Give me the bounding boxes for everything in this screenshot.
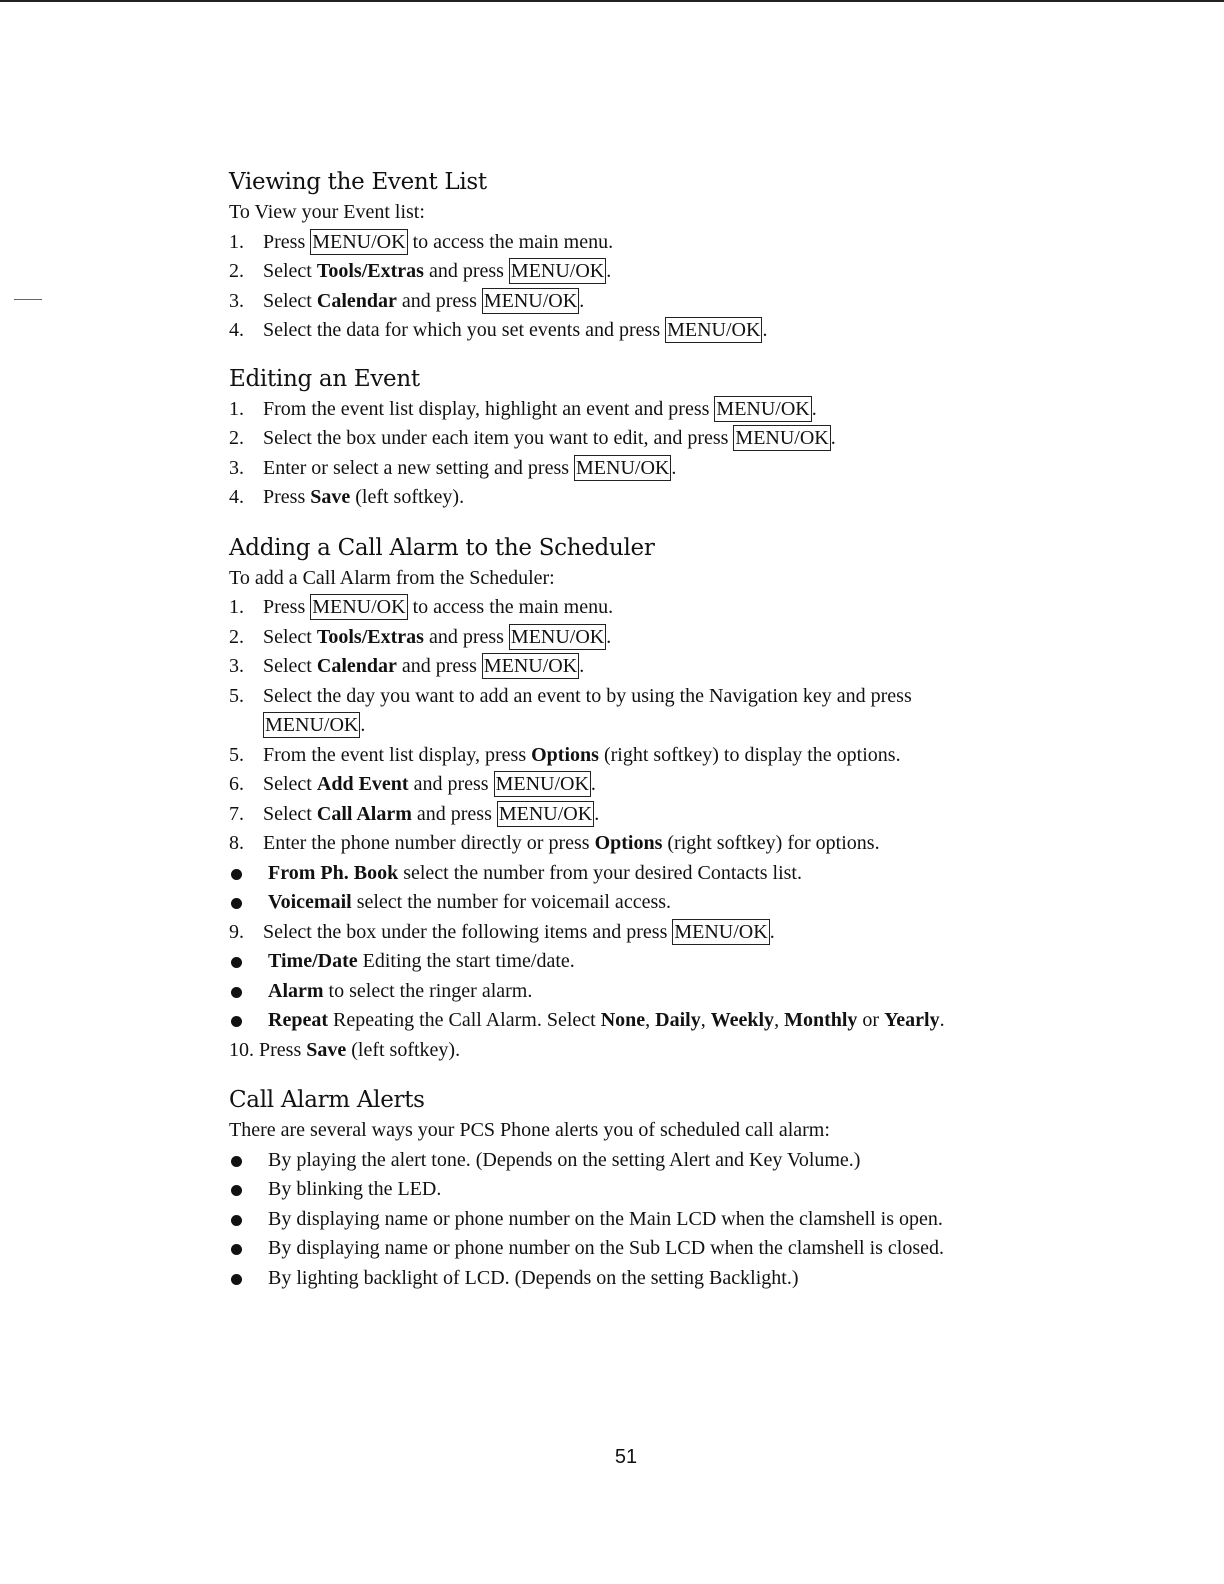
repeat-option: None bbox=[600, 1009, 646, 1031]
option-name: Voicemail bbox=[268, 891, 352, 913]
page-number: 51 bbox=[614, 1446, 638, 1468]
menu-ok-key: MENU/OK bbox=[312, 230, 406, 253]
option-name: Repeat bbox=[268, 1009, 328, 1031]
menu-ok-key: MENU/OK bbox=[510, 260, 605, 282]
step-number: 7. bbox=[229, 802, 244, 825]
step-text: 10. Press bbox=[229, 1038, 307, 1061]
step-number: 4. bbox=[229, 319, 244, 341]
bullet-text: select the number from your desired Contacts list. bbox=[398, 861, 802, 884]
step-text: . bbox=[762, 319, 768, 341]
section-title: Viewing the Event List bbox=[229, 169, 487, 195]
menu-ok-key: MENU/OK bbox=[483, 289, 578, 312]
menu-ok-key: MENU/OK bbox=[510, 625, 605, 648]
step-number: 6. bbox=[229, 773, 244, 795]
step-text: Select the day you want to add an event to by using the Navigation key and press bbox=[263, 684, 912, 707]
bullet-icon bbox=[231, 898, 242, 909]
menu-ok-key: MENU/OK bbox=[312, 596, 406, 618]
step-text: . bbox=[360, 714, 366, 736]
page-content bbox=[229, 166, 1029, 1293]
bullet-text: By playing the alert tone. (Depends on the setting Alert and Key Volume.) bbox=[268, 1148, 861, 1171]
bullet-text: By displaying name or phone number on the Main LCD when the clamshell is open. bbox=[268, 1207, 943, 1230]
step-text: (right softkey) for options. bbox=[662, 832, 880, 854]
step-number: 2. bbox=[229, 260, 244, 282]
step-text: Select bbox=[263, 625, 317, 648]
section-title: Editing an Event bbox=[229, 365, 420, 392]
list-item bbox=[229, 483, 1029, 513]
step-text: Select the data for which you set events and press bbox=[263, 319, 666, 341]
bullet-icon bbox=[231, 1274, 242, 1285]
step-number: 3. bbox=[229, 456, 244, 479]
repeat-option: Weekly bbox=[710, 1009, 775, 1031]
softkey-name: Save bbox=[310, 486, 351, 508]
step-number: 2. bbox=[229, 625, 244, 648]
list-item bbox=[229, 395, 1029, 425]
step-text: and press bbox=[411, 802, 497, 825]
list-item bbox=[229, 770, 1029, 800]
bullet-text: Repeating the Call Alarm. Select bbox=[327, 1009, 601, 1031]
softkey-name: Options bbox=[531, 743, 599, 766]
step-number: 1. bbox=[229, 230, 244, 253]
list-item bbox=[229, 228, 1029, 258]
step-text: . bbox=[830, 427, 836, 449]
bullet-icon bbox=[231, 1244, 242, 1255]
step-text: Select bbox=[263, 289, 317, 312]
menu-ok-key: MENU/OK bbox=[716, 397, 810, 420]
list-item bbox=[229, 652, 1029, 682]
step-text: Select bbox=[263, 773, 317, 795]
menu-option-name: Call Alarm bbox=[316, 802, 412, 825]
step-number: 3. bbox=[229, 655, 244, 677]
list-item bbox=[229, 741, 1029, 771]
step-text: to access the main menu. bbox=[407, 230, 614, 253]
menu-option-name: Calendar bbox=[316, 289, 397, 312]
section-intro: There are several ways your PCS Phone alerts you of scheduled call alarm: bbox=[229, 1119, 830, 1141]
step-text: (left softkey). bbox=[346, 1038, 461, 1061]
menu-option-name: Calendar bbox=[316, 655, 397, 677]
menu-ok-key: MENU/OK bbox=[265, 714, 359, 736]
step-text: Enter or select a new setting and press bbox=[263, 456, 575, 479]
bullet-text: select the number for voicemail access. bbox=[351, 891, 672, 913]
step-text: and press bbox=[423, 625, 509, 648]
bullet-item bbox=[229, 977, 1029, 1007]
bullet-icon bbox=[231, 957, 242, 968]
bullet-text: By displaying name or phone number on the Sub LCD when the clamshell is closed. bbox=[268, 1237, 944, 1259]
step-text: and press bbox=[396, 289, 482, 312]
list-item bbox=[229, 623, 1029, 653]
bullet-item bbox=[229, 1264, 1029, 1294]
menu-option-name: Tools/Extras bbox=[316, 260, 424, 282]
bullet-item bbox=[229, 859, 1029, 889]
section-call-alarm-alerts bbox=[229, 1084, 1029, 1293]
step-number: 5. bbox=[229, 684, 244, 707]
softkey-name: Save bbox=[306, 1038, 347, 1061]
list-item bbox=[229, 682, 1029, 712]
bullet-icon bbox=[231, 987, 242, 998]
option-name: Alarm bbox=[268, 979, 324, 1002]
separator: , bbox=[700, 1009, 711, 1031]
step-text: Select bbox=[263, 655, 317, 677]
menu-option-name: Add Event bbox=[316, 773, 409, 795]
step-text: and press bbox=[396, 655, 482, 677]
list-item bbox=[229, 1036, 1029, 1066]
top-rule bbox=[0, 0, 1224, 2]
separator: or bbox=[857, 1009, 885, 1031]
step-text: Press bbox=[263, 486, 311, 508]
bullet-text: By blinking the LED. bbox=[268, 1178, 442, 1200]
bullet-item bbox=[229, 1234, 1029, 1264]
margin-mark bbox=[14, 299, 42, 300]
menu-ok-key: MENU/OK bbox=[495, 773, 589, 795]
list-item-continuation bbox=[229, 711, 1029, 741]
step-text: to access the main menu. bbox=[407, 596, 614, 618]
bullet-icon bbox=[231, 1185, 242, 1196]
list-item bbox=[229, 287, 1029, 317]
bullet-icon bbox=[231, 1215, 242, 1226]
section-intro: To View your Event list: bbox=[229, 201, 425, 223]
step-text: Select bbox=[263, 802, 317, 825]
bullet-item bbox=[229, 1175, 1029, 1205]
menu-option-name: Tools/Extras bbox=[316, 625, 424, 648]
list-item bbox=[229, 918, 1029, 948]
section-adding-call-alarm bbox=[229, 532, 1029, 1066]
step-text: and press bbox=[408, 773, 494, 795]
step-number: 1. bbox=[229, 397, 244, 420]
bullet-item bbox=[229, 1146, 1029, 1176]
list-item bbox=[229, 829, 1029, 859]
bullet-text: By lighting backlight of LCD. (Depends on the setting Backlight.) bbox=[268, 1266, 799, 1289]
softkey-name: Options bbox=[594, 832, 663, 854]
step-text: (right softkey) to display the options. bbox=[598, 743, 901, 766]
section-intro: To add a Call Alarm from the Scheduler: bbox=[229, 566, 555, 589]
menu-ok-key: MENU/OK bbox=[576, 456, 670, 479]
repeat-option: Daily bbox=[655, 1009, 701, 1031]
step-text: (left softkey). bbox=[350, 486, 465, 508]
step-text: From the event list display, highlight an event and press bbox=[263, 397, 715, 420]
menu-ok-key: MENU/OK bbox=[498, 802, 593, 825]
step-number: 9. bbox=[229, 920, 244, 943]
step-number: 1. bbox=[229, 596, 244, 618]
menu-ok-key: MENU/OK bbox=[483, 655, 578, 677]
bullet-item bbox=[229, 888, 1029, 918]
step-text: . bbox=[590, 773, 596, 795]
step-text: Enter the phone number directly or press bbox=[263, 832, 595, 854]
list-item bbox=[229, 257, 1029, 287]
step-text: Select bbox=[263, 260, 317, 282]
step-text: . bbox=[606, 625, 612, 648]
menu-ok-key: MENU/OK bbox=[735, 427, 829, 449]
bullet-item bbox=[229, 1205, 1029, 1235]
bullet-icon bbox=[231, 1016, 242, 1027]
menu-ok-key: MENU/OK bbox=[674, 920, 768, 943]
menu-ok-key: MENU/OK bbox=[667, 319, 761, 341]
bullet-item bbox=[229, 947, 1029, 977]
repeat-option: Yearly bbox=[884, 1009, 940, 1031]
step-text: Select the box under the following items and press bbox=[263, 920, 673, 943]
step-text: . bbox=[811, 397, 817, 420]
step-number: 8. bbox=[229, 832, 244, 854]
step-number: 4. bbox=[229, 486, 244, 508]
step-text: Press bbox=[263, 596, 311, 618]
step-number: 5. bbox=[229, 743, 244, 766]
list-item bbox=[229, 424, 1029, 454]
step-text: . bbox=[579, 655, 585, 677]
list-item bbox=[229, 800, 1029, 830]
step-text: . bbox=[606, 260, 612, 282]
step-text: . bbox=[671, 456, 677, 479]
separator: , bbox=[645, 1009, 656, 1031]
repeat-option: Monthly bbox=[784, 1009, 858, 1031]
bullet-text: to select the ringer alarm. bbox=[323, 979, 533, 1002]
list-item bbox=[229, 454, 1029, 484]
separator: , bbox=[774, 1009, 785, 1031]
section-viewing-event-list bbox=[229, 166, 1029, 346]
section-title: Adding a Call Alarm to the Scheduler bbox=[229, 534, 655, 561]
step-number: 3. bbox=[229, 289, 244, 312]
section-editing-event bbox=[229, 363, 1029, 513]
bullet-item bbox=[229, 1006, 1029, 1036]
step-number: 2. bbox=[229, 427, 244, 449]
step-text: From the event list display, press bbox=[263, 743, 532, 766]
step-text: . bbox=[594, 802, 600, 825]
section-title: Call Alarm Alerts bbox=[229, 1087, 425, 1113]
step-text: . bbox=[769, 920, 775, 943]
list-item bbox=[229, 316, 1029, 346]
step-text: Press bbox=[263, 230, 311, 253]
bullet-icon bbox=[231, 1156, 242, 1167]
bullet-text: Editing the start time/date. bbox=[357, 950, 575, 972]
separator: . bbox=[939, 1009, 945, 1031]
option-name: From Ph. Book bbox=[268, 861, 399, 884]
step-text: . bbox=[579, 289, 585, 312]
list-item bbox=[229, 593, 1029, 623]
bullet-icon bbox=[231, 869, 242, 880]
step-text: Select the box under each item you want to edit, and press bbox=[263, 427, 734, 449]
step-text: and press bbox=[423, 260, 509, 282]
option-name: Time/Date bbox=[268, 950, 358, 972]
